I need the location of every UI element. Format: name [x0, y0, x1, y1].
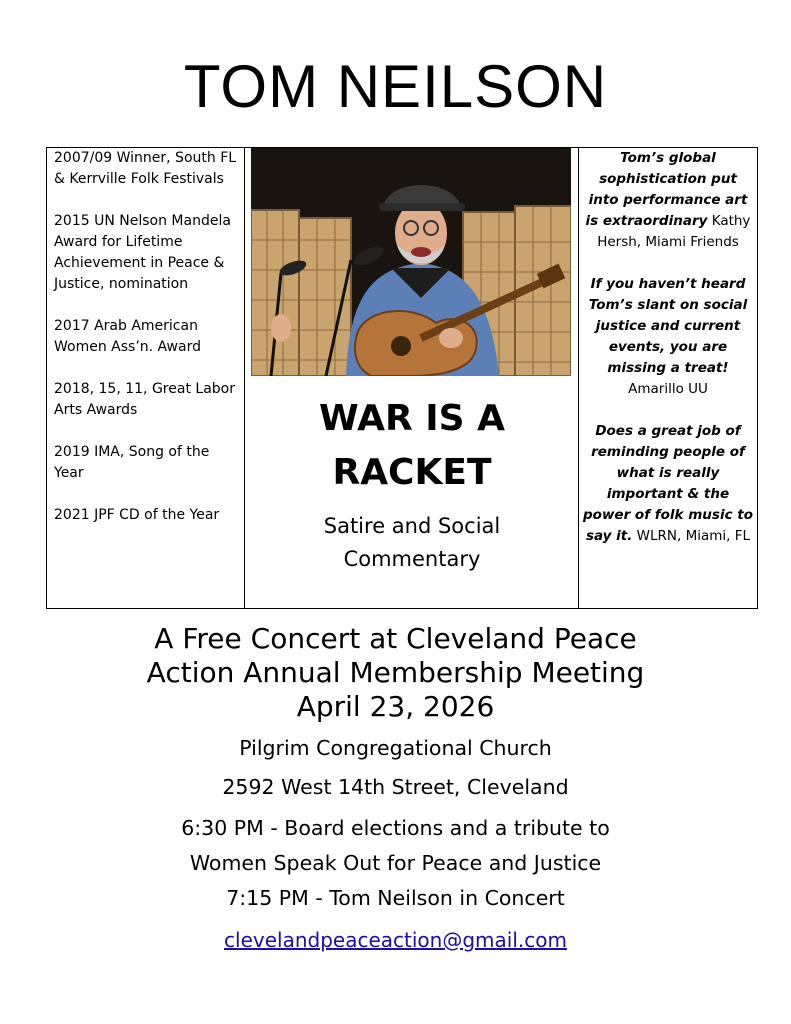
event-address: 2592 West 14th Street, Cleveland — [222, 775, 569, 799]
quote-source: Amarillo UU — [628, 381, 708, 397]
schedule-line: 6:30 PM - Board elections and a tribute to — [181, 816, 610, 840]
quotes-column — [579, 148, 757, 608]
schedule-line: 7:15 PM - Tom Neilson in Concert — [226, 886, 565, 910]
schedule-line: Women Speak Out for Peace and Justice — [189, 851, 602, 875]
testimonial — [583, 274, 753, 400]
quote-text: If you haven’t heard Tom’s slant on social justice and current events, you are missing a treat! — [588, 276, 748, 376]
headline-line: WAR IS A — [319, 398, 505, 439]
event-date: April 23, 2026 — [296, 690, 495, 723]
award-item: 2019 IMA, Song of the Year — [54, 444, 210, 481]
performer-photo — [251, 148, 571, 376]
poster-title: TOM NEILSON — [183, 53, 608, 120]
event-line: Action Annual Membership Meeting — [146, 656, 645, 689]
testimonial — [583, 148, 753, 253]
quote-text: Tom’s global sophistication put into performance art is extraordinary — [585, 150, 748, 229]
event-line: A Free Concert at Cleveland Peace — [154, 622, 637, 655]
award-item: 2015 UN Nelson Mandela Award for Lifetime Achievement in Peace & Justice, nomination — [54, 213, 231, 292]
center-column — [245, 148, 579, 608]
quote-source: Kathy Hersh, Miami Friends — [597, 213, 751, 250]
subtitle-line: Commentary — [343, 547, 481, 571]
award-item: 2021 JPF CD of the Year — [54, 507, 220, 523]
award-item: 2017 Arab American Women Ass’n. Award — [54, 318, 201, 355]
event-heading — [0, 622, 791, 724]
event-schedule — [0, 814, 791, 912]
subtitle-line: Satire and Social — [323, 514, 501, 538]
testimonial — [583, 421, 753, 547]
contact — [0, 927, 791, 953]
subtitle — [245, 510, 579, 576]
award-item: 2018, 15, 11, Great Labor Arts Awards — [54, 381, 235, 418]
event-venue: Pilgrim Congregational Church — [239, 736, 552, 760]
email-link[interactable]: clevelandpeaceaction@gmail.com — [224, 928, 567, 952]
awards-column — [47, 148, 245, 608]
info-grid — [46, 147, 758, 609]
quote-source: WLRN, Miami, FL — [632, 528, 751, 544]
headline-line: RACKET — [332, 452, 492, 493]
quote-text: Does a great job of reminding people of what is really important & the power of folk music to say it. — [583, 423, 753, 544]
headline — [245, 392, 579, 500]
award-item: 2007/09 Winner, South FL & Kerrville Folk Festivals — [54, 150, 237, 187]
